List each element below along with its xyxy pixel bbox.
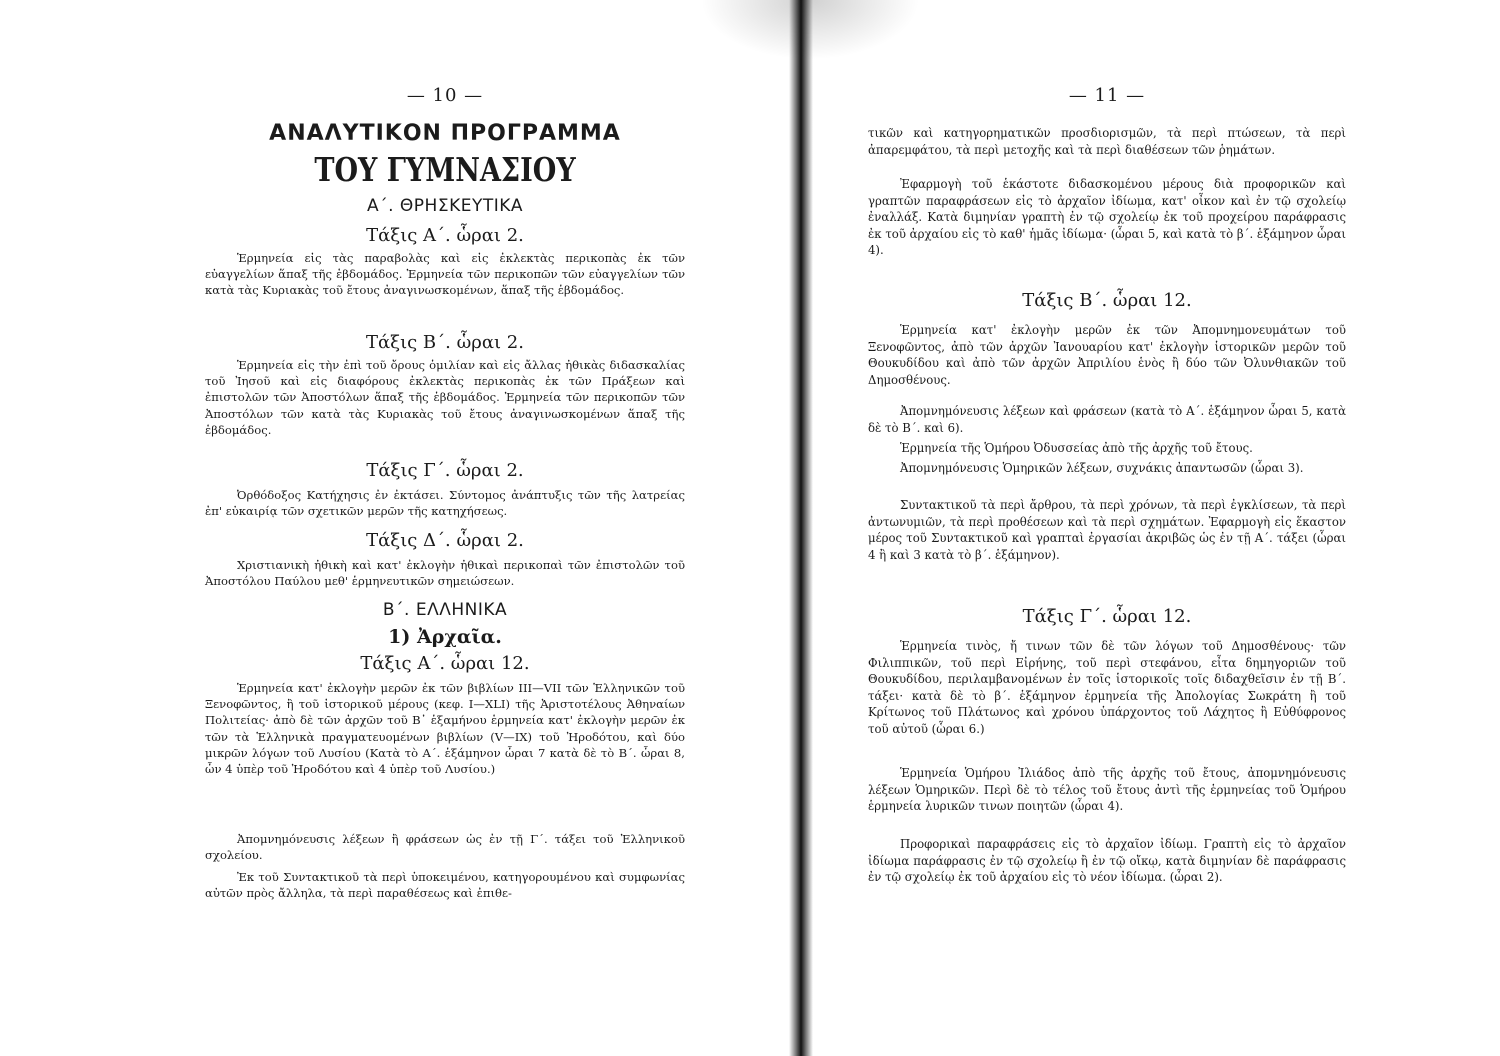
paragraph: Ἑρμηνεία εἰς τὴν ἐπὶ τοῦ ὄρους ὁμιλίαν καὶ εἰς ἄλλας ἠθικὰς διδασκαλίας τοῦ Ἰησοῦ καὶ εἰς διαφόρους ἐκλεκτὰς περικοπὰς ἐκ τῶν Πράξεων καὶ ἐπιστολῶν τῶν Ἀποστόλων ἅπαξ τῆς ἑβδομάδος. Ἑρμηνεία τῶν περικοπῶν τῶν Ἀποστόλων τῶν κατὰ τὰς Κυριακὰς τοῦ ἔτους ἀναγινωσκομένων ἅπαξ τῆς ἑβδομάδος. [205, 358, 685, 437]
paragraph: Ἑρμηνεία τῆς Ὁμήρου Ὀδυσσείας ἀπὸ τῆς ἀρχῆς τοῦ ἔτους. [900, 441, 1253, 455]
paragraph: Ἑρμηνεία κατ' ἐκλογὴν μερῶν ἐκ τῶν βιβλίων III—VII τῶν Ἑλληνικῶν τοῦ Ξενοφῶντος, ἢ τοῦ ἱστορικοῦ μέρους (κεφ. I—XLI) τῆς Ἀριστοτέλους Ἀθηναίων Πολιτείας· ἀπὸ δὲ τῶν ἀρχῶν τοῦ Β᾽ ἑξαμήνου ἑρμηνεία κατ' ἐκλογὴν μερῶν ἐκ τῶν τὰ Ἑλληνικὰ πραγματευομένων βιβλίων (V—IX) τοῦ Ἡροδότου, καὶ δύο μικρῶν λόγων τοῦ Λυσίου (Κατὰ τὸ Α΄. ἑξάμηνον ὧραι 7 κατὰ δὲ τὸ Β΄. ὧραι 8, ὧν 4 ὑπὲρ τοῦ Ἡροδότου καὶ 4 ὑπὲρ τοῦ Λυσίου.) [205, 681, 685, 777]
paragraph: Ἐφαρμογὴ τοῦ ἑκάστοτε διδασκομένου μέρους διὰ προφορικῶν καὶ γραπτῶν παραφράσεων εἰς τὸ ἀρχαῖον ἰδίωμα, κατ' οἶκον καὶ ἐν τῷ σχολείῳ ἐναλλάξ. Κατὰ διμηνίαν γραπτὴ ἐν τῷ σχολείῳ ἐκ τοῦ προχείρου παράφρασις ἐκ τοῦ ἀρχαίου εἰς τὸ καθ' ἡμᾶς ἰδίωμα· (ὧραι 5, καὶ κατὰ τὸ β΄. ἑξάμηνον ὧραι 4). [868, 177, 1346, 258]
paragraph: Ἑρμηνεία τινὸς, ἤ τινων τῶν δὲ τῶν λόγων τοῦ Δημοσθένους· τῶν Φιλιππικῶν, τοῦ περὶ Εἰρήνης, τοῦ περὶ στεφάνου, εἶτα δημηγοριῶν τοῦ Θουκυδίδου, περιλαμβανομένων ἐν τοῖς ἱστορικοῖς τοῖς διδαχθεῖσιν ἐν τῇ Β΄. τάξει· κατὰ δὲ τὸ β΄. ἑξάμηνον ἑρμηνεία τῆς Ἀπολογίας Σωκράτη ἢ τοῦ Κρίτωνος τοῦ Πλάτωνος καὶ χρόνου ὑπάρχοντος τοῦ Λάχητος ἢ Εὐθύφρονος τοῦ αὐτοῦ (ὧραι 6.) [868, 639, 1346, 736]
paragraph: Ἐκ τοῦ Συντακτικοῦ τὰ περὶ ὑποκειμένου, κατηγορουμένου καὶ συμφωνίας αὐτῶν πρὸς ἄλληλα, τὰ περὶ παραθέσεως καὶ ἐπιθε- [205, 870, 685, 901]
paragraph: Ὀρθόδοξος Κατήχησις ἐν ἐκτάσει. Σύντομος ἀνάπτυξις τῶν τῆς λατρείας ἐπ' εὐκαιρίᾳ τῶν σχετικῶν μερῶν τῆς κατηχήσεως. [205, 488, 685, 519]
class-heading: Τάξις Γ΄. ὧραι 2. [366, 460, 524, 481]
right-page [868, 0, 1346, 1056]
paragraph: Ἀπομνημόνευσις λέξεων καὶ φράσεων (κατὰ τὸ Α΄. ἑξάμηνον ὧραι 5, κατὰ δὲ τὸ Β΄. καὶ 6). [868, 404, 1346, 435]
paragraph: Χριστιανικὴ ἠθικὴ καὶ κατ' ἐκλογὴν ἠθικαὶ περικοπαὶ τῶν ἐπιστολῶν τοῦ Ἀποστόλου Παύλου μεθ' ἑρμηνευτικῶν σημειώσεων. [205, 558, 685, 589]
subsection-heading: 1) Ἀρχαῖα. [388, 626, 502, 648]
class-heading: Τάξις Β΄. ὧραι 2. [366, 332, 524, 353]
class-heading: Τάξις Δ΄. ὧραι 2. [366, 530, 524, 551]
class-heading: Τάξις Β΄. ὧραι 12. [1022, 290, 1192, 311]
page-number: — 10 — [406, 85, 484, 106]
document-subtitle: ΤΟΥ ΓΥΜΝΑΣΙΟΥ [314, 150, 576, 189]
paragraph: Ἑρμηνεία εἰς τὰς παραβολὰς καὶ εἰς ἐκλεκτὰς περικοπὰς ἐκ τῶν εὐαγγελίων ἅπαξ τῆς ἑβδομάδος. Ἑρμηνεία τῶν περικοπῶν τῶν εὐαγγελίων τῶν κατὰ τὰς Κυριακὰς τοῦ ἔτους ἀναγινωσκομένων, ἅπαξ τῆς ἑβδομάδος. [205, 251, 685, 298]
paragraph: Συντακτικοῦ τὰ περὶ ἄρθρου, τὰ περὶ χρόνων, τὰ περὶ ἐγκλίσεων, τὰ περὶ ἀντωνυμιῶν, τὰ περὶ προθέσεων καὶ τὰ περὶ σχημάτων. Ἐφαρμογὴ εἰς ἕκαστον μέρος τοῦ Συντακτικοῦ καὶ γραπταὶ ἐργασίαι ἀκριβῶς ὡς ἐν τῇ Α΄. τάξει (ὧραι 4 ἢ καὶ 3 κατὰ τὸ β΄. ἑξάμηνον). [868, 498, 1346, 562]
class-heading: Τάξις Α΄. ὧραι 12. [360, 653, 530, 674]
section-heading-religion: Α΄. ΘΡΗΣΚΕΥΤΙΚΑ [366, 196, 524, 216]
class-heading: Τάξις Α΄. ὧραι 2. [366, 225, 524, 246]
book-gutter [789, 0, 813, 1056]
paragraph: Ἀπομνημόνευσις Ὁμηρικῶν λέξεων, συχνάκις ἀπαντωσῶν (ὧραι 3). [900, 461, 1304, 475]
class-heading: Τάξις Γ΄. ὧραι 12. [1022, 606, 1192, 627]
paragraph: τικῶν καὶ κατηγορηματικῶν προσδιορισμῶν, τὰ περὶ πτώσεων, τὰ περὶ ἀπαρεμφάτου, τὰ περὶ μετοχῆς καὶ τὰ περὶ διαθέσεων τῶν ῥημάτων. [868, 126, 1346, 157]
section-heading-greek: Β΄. ΕΛΛΗΝΙΚΑ [382, 600, 508, 620]
document-title: ΑΝΑΛΥΤΙΚΟΝ ΠΡΟΓΡΑΜΜΑ [269, 121, 621, 146]
paragraph: Προφορικαὶ παραφράσεις εἰς τὸ ἀρχαῖον ἰδίωμ. Γραπτὴ εἰς τὸ ἀρχαῖον ἰδίωμα παράφρασις ἐν τῷ σχολείῳ ἢ ἐν τῷ οἴκῳ, κατὰ διμηνίαν δὲ παράφρασις ἐν τῷ σχολείῳ ἐκ τοῦ ἀρχαίου εἰς τὸ νέον ἰδίωμα. (ὧραι 2). [868, 837, 1346, 885]
paragraph: Ἑρμηνεία κατ' ἐκλογὴν μερῶν ἐκ τῶν Ἀπομνημονευμάτων τοῦ Ξενοφῶντος, ἀπὸ τῶν ἀρχῶν Ἰανουαρίου κατ' ἐκλογὴν ἱστορικῶν μερῶν τοῦ Θουκυδίδου καὶ ἀπὸ τῶν ἀρχῶν Ἀπριλίου ἑνὸς ἢ δύο τῶν Ὀλυνθιακῶν τοῦ Δημοσθένους. [868, 323, 1346, 387]
paragraph: Ἑρμηνεία Ὁμήρου Ἰλιάδος ἀπὸ τῆς ἀρχῆς τοῦ ἔτους, ἀπομνημόνευσις λέξεων Ὁμηρικῶν. Περὶ δὲ τὸ τέλος τοῦ ἔτους ἀντὶ τῆς ἑρμηνείας τοῦ Ὁμήρου ἑρμηνεία λυρικῶν τινων ποιητῶν (ὧραι 4). [868, 766, 1346, 814]
paragraph: Ἀπομνημόνευσις λέξεων ἢ φράσεων ὡς ἐν τῇ Γ΄. τάξει τοῦ Ἑλληνικοῦ σχολείου. [205, 832, 685, 863]
page-number: — 11 — [1068, 85, 1146, 106]
left-page [205, 0, 685, 1056]
